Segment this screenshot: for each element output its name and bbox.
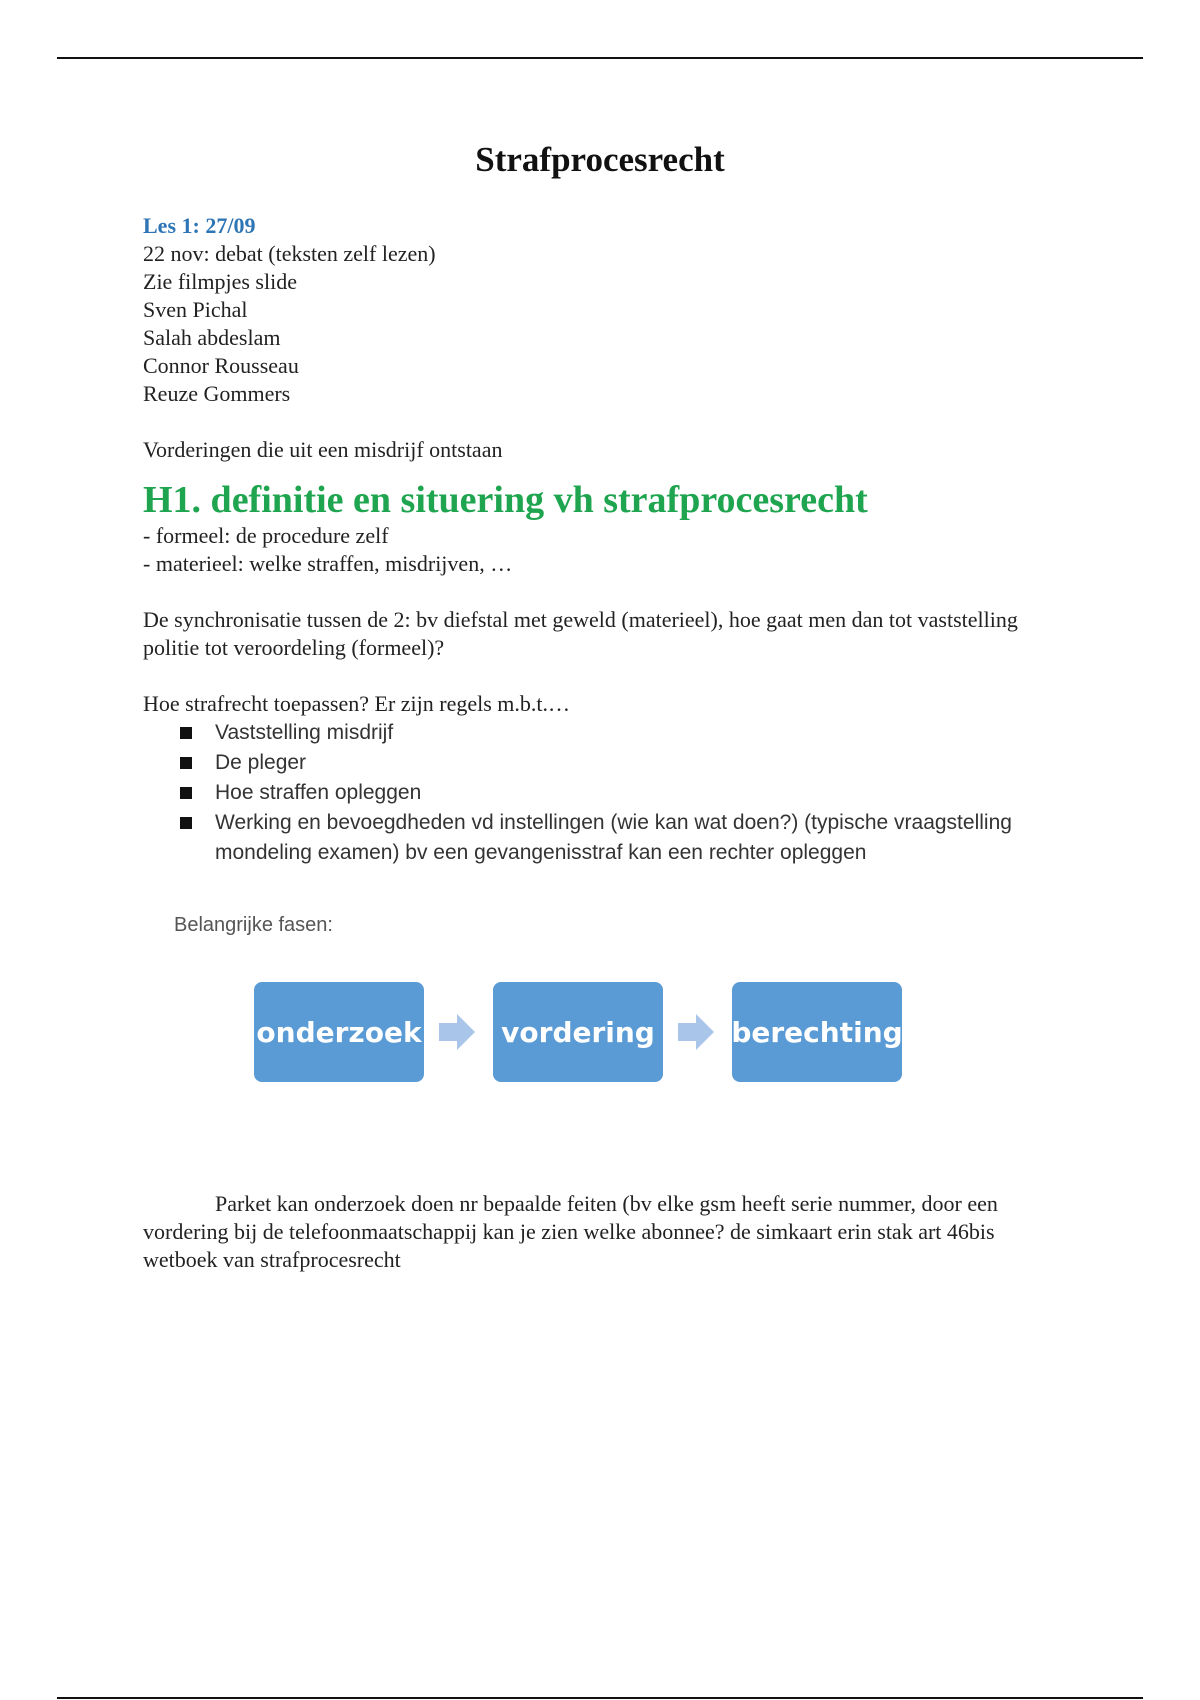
list-item-text: Hoe straffen opleggen [215, 781, 422, 804]
lesson-line: Sven Pichal [143, 297, 248, 322]
final-paragraph-text: Parket kan onderzoek doen nr bepaalde feiten (bv elke gsm heeft serie nummer, door een vordering bij de telefoonmaatschappij kan je zien welke abonnee? de simkaart erin stak art 46bis wetboek van strafprocesrecht [143, 1191, 998, 1272]
definition-line: - formeel: de procedure zelf [143, 523, 389, 548]
section-heading: H1. definitie en situering vh strafprocesrecht [143, 479, 868, 521]
spacer [143, 408, 1063, 436]
rules-intro: Hoe strafrecht toepassen? Er zijn regels m.b.t.… [143, 691, 571, 716]
list-item-text: Vaststelling misdrijf [215, 721, 394, 744]
list-item [180, 808, 1063, 868]
lesson-note: Vorderingen die uit een misdrijf ontstaan [143, 437, 503, 462]
document-body [143, 212, 1063, 868]
bullet-square-icon [180, 817, 192, 829]
bottom-rule [57, 1697, 1143, 1699]
list-item [180, 718, 1063, 748]
phase-box-vordering: vordering [493, 982, 663, 1082]
lesson-line: Salah abdeslam [143, 325, 281, 350]
right-arrow-icon [439, 1012, 475, 1052]
sync-paragraph: De synchronisatie tussen de 2: bv diefstal met geweld (materieel), hoe gaat men dan tot vaststelling politie tot veroordeling (formeel)? [143, 607, 1018, 660]
page-title: Strafprocesrecht [475, 140, 725, 179]
phase-box-berechting: berechting [732, 982, 902, 1082]
phases-caption: Belangrijke fasen: [174, 914, 333, 936]
spacer [143, 662, 1063, 690]
phase-box-onderzoek: onderzoek [254, 982, 424, 1082]
phases-diagram [254, 982, 904, 1082]
spacer [143, 578, 1063, 606]
list-item-text: De pleger [215, 751, 307, 774]
rules-list [143, 718, 1063, 868]
list-item [180, 778, 1063, 808]
final-paragraph [143, 1190, 1063, 1274]
lesson-line: 22 nov: debat (teksten zelf lezen) [143, 241, 436, 266]
bullet-square-icon [180, 757, 192, 769]
lesson-line: Reuze Gommers [143, 381, 291, 406]
top-rule [57, 57, 1143, 59]
bullet-square-icon [180, 727, 192, 739]
list-item [180, 748, 1063, 778]
right-arrow-icon [678, 1012, 714, 1052]
lesson-line: Connor Rousseau [143, 353, 299, 378]
lesson-line: Zie filmpjes slide [143, 269, 297, 294]
definition-line: - materieel: welke straffen, misdrijven, … [143, 551, 513, 576]
bullet-square-icon [180, 787, 192, 799]
lesson-heading: Les 1: 27/09 [143, 213, 256, 238]
list-item-text: Werking en bevoegdheden vd instellingen (wie kan wat doen?) (typische vraagstelling mondeling examen) bv een gevangenisstraf kan een rechter opleggen [215, 811, 1012, 864]
